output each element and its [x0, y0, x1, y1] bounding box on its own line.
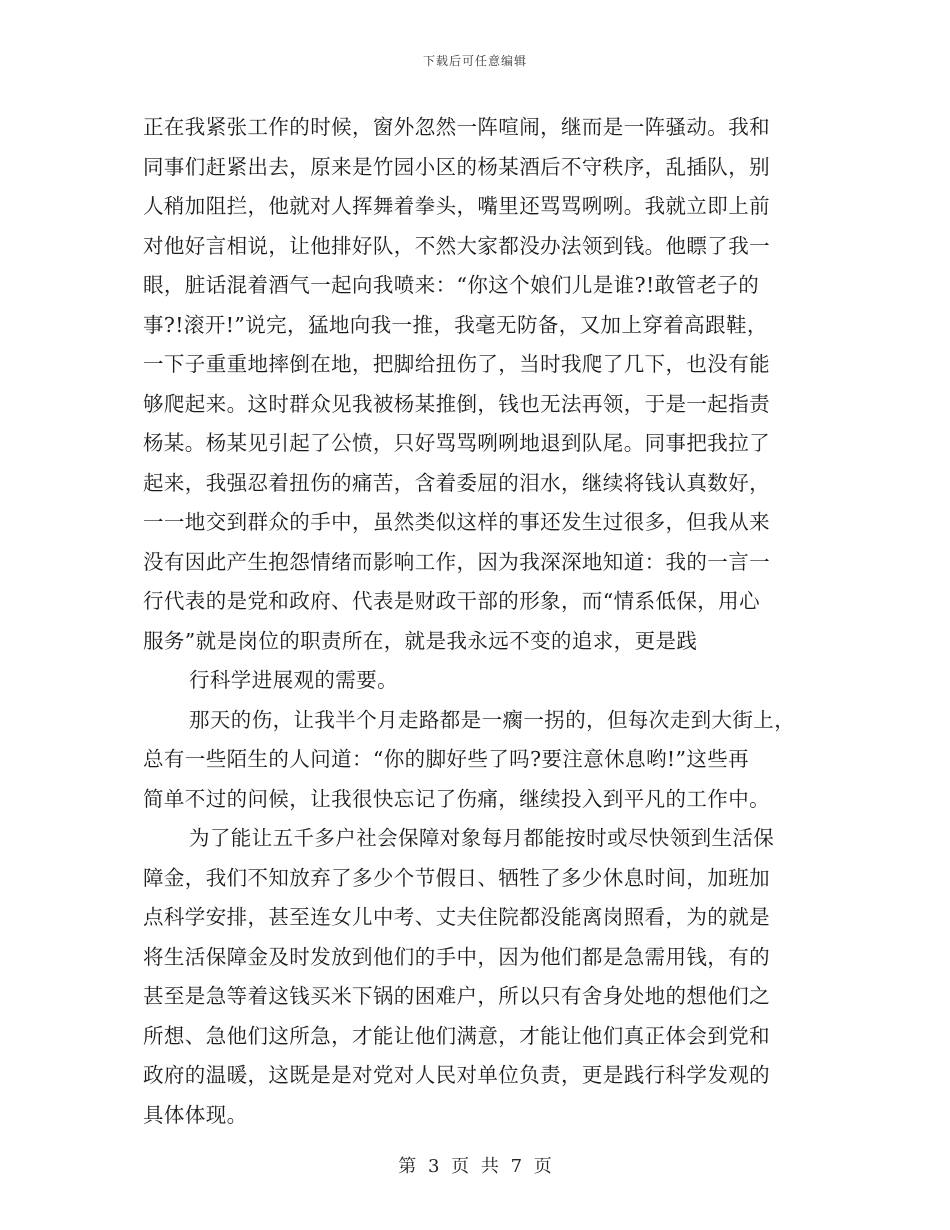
- text-line: 够爬起来。这时群众见我被杨某推倒，钱也无法再领，于是一起指责: [143, 391, 770, 416]
- text-line: 甚至是急等着这钱买米下锅的困难户，所以只有舍身处地的想他们之: [143, 984, 770, 1008]
- text-line: 政府的温暖，这既是是对党对人民对单位负责，更是践行科学发观的: [143, 1063, 770, 1087]
- text-line: 事?!滚开!”说完，猛地向我一推，我毫无防备，又加上穿着高跟鞋，: [143, 312, 768, 337]
- text-line: 障金，我们不知放弃了多少个节假日、牺牲了多少休息时间，加班加: [143, 865, 770, 890]
- text-line: 具体体现。: [143, 1102, 248, 1127]
- text-line: 眼，脏话混着酒气一起向我喷来：“你这个娘们儿是谁?!敢管老子的: [143, 273, 760, 297]
- text-line: 将生活保障金及时发放到他们的手中，因为他们都是急需用钱，有的: [143, 944, 770, 969]
- text-line: 点科学安排，甚至连女儿中考、丈夫住院都没能离岗照看，为的就是: [143, 905, 770, 929]
- text-line: 杨某。杨某见引起了公愤，只好骂骂咧咧地退到队尾。同事把我拉了: [143, 431, 770, 455]
- text-line: 没有因此产生抱怨情绪而影响工作，因为我深深地知道：我的一言一: [143, 549, 770, 574]
- page-header: 下载后可任意编辑: [422, 54, 527, 68]
- text-line: 同事们赶紧出去，原来是竹园小区的杨某酒后不守秩序，乱插队，别: [143, 154, 770, 179]
- text-line: 所想、急他们这所急，才能让他们满意，才能让他们真正体会到党和: [143, 1023, 770, 1048]
- text-line: 行代表的是党和政府、代表是财政干部的形象，而“情系低保，用心: [143, 589, 760, 613]
- text-line: 起来，我强忍着扭伤的痛苦，含着委屈的泪水，继续将钱认真数好，: [143, 470, 770, 495]
- text-line: 对他好言相说，让他排好队，不然大家都没办法领到钱。他瞟了我一: [143, 233, 770, 258]
- text-line: 总有一些陌生的人问道：“你的脚好些了吗?要注意休息哟!”这些再: [143, 747, 750, 771]
- text-line: 简单不过的问候，让我很快忘记了伤痛，继续投入到平凡的工作中。: [143, 786, 770, 811]
- document-body: [143, 108, 805, 1135]
- page-number-footer: 第 3 页 共 7 页: [398, 1156, 552, 1177]
- text-line: 为了能让五千多户社会保障对象每月都能按时或尽快领到生活保: [189, 826, 775, 850]
- text-line: 正在我紧张工作的时候，窗外忽然一阵喧闹，继而是一阵骚动。我和: [143, 115, 770, 139]
- text-line: 那天的伤，让我半个月走路都是一瘸一拐的，但每次走到大街上，: [189, 707, 796, 732]
- text-line: 一一地交到群众的手中，虽然类似这样的事还发生过很多，但我从来: [143, 510, 770, 534]
- text-line: 服务”就是岗位的职责所在，就是我永远不变的追求，更是践: [143, 628, 698, 653]
- text-line: 人稍加阻拦，他就对人挥舞着拳头，嘴里还骂骂咧咧。我就立即上前: [143, 194, 770, 218]
- text-line: 行科学进展观的需要。: [189, 668, 398, 692]
- text-line: 一下子重重地摔倒在地，把脚给扭伤了，当时我爬了几下，也没有能: [143, 352, 770, 376]
